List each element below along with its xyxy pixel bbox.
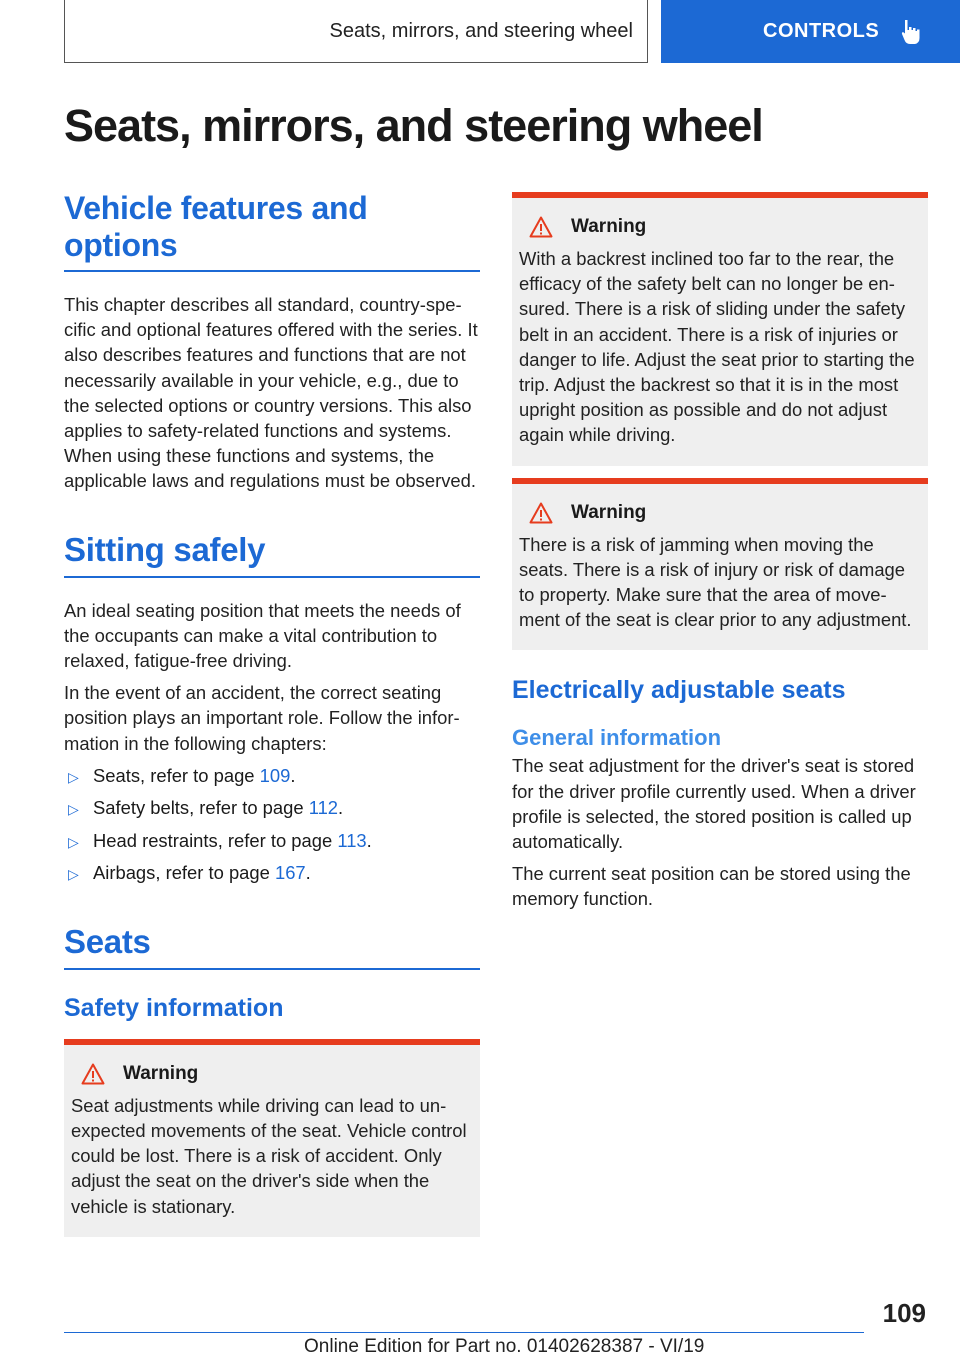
page-title: Seats, mirrors, and steering wheel <box>64 100 763 151</box>
list-item: ▷ Seats, refer to page 109. <box>64 763 480 788</box>
warning-box <box>512 478 928 651</box>
controls-tab[interactable] <box>661 0 960 63</box>
page-link[interactable]: 113 <box>337 829 367 851</box>
list-item: ▷ Safety belts, refer to page 112. <box>64 795 480 820</box>
bullet-triangle-icon: ▷ <box>68 768 79 785</box>
page-link[interactable]: 109 <box>259 764 291 786</box>
left-column <box>64 190 480 1249</box>
list-item: ▷ Airbags, refer to page 167. <box>64 860 480 885</box>
page-link[interactable]: 167 <box>274 862 306 884</box>
footer-divider <box>64 1332 864 1333</box>
heading-general-information: General information <box>512 725 722 751</box>
electric-seats-para1: The seat adjustment for the driver's seat is stored for the driver profile currently used. When a driver profile is selected, the stored position is called up automatically. <box>512 755 916 853</box>
warning-label: Warning <box>571 501 647 523</box>
page-link[interactable]: 112 <box>308 797 339 819</box>
warning-triangle-icon <box>529 502 553 524</box>
right-column <box>512 192 928 919</box>
heading-sitting-safely: Sitting safely <box>64 501 480 578</box>
electric-seats-para2: The current seat position can be stored using the memory function. <box>512 863 911 910</box>
chapter-title: Seats, mirrors, and steering wheel <box>329 19 633 42</box>
warning-header <box>519 216 920 238</box>
sitting-safely-para2: In the event of an accident, the correct seating position plays an important role. Follow the information in the following chapters: <box>64 682 460 754</box>
bullet-triangle-icon: ▷ <box>68 866 79 883</box>
warning-text: With a backrest inclined too far to the rear, the efficacy of the safety belt can no longer be ensured. There is a risk of sliding under the safety belt in an accident. There is a risk of injuries or danger to life. Adjust the seat prior to starting the trip. Adjust the backrest so that it is in the most upright position as possible and do not adjust again while driving. <box>519 248 915 446</box>
running-header <box>64 0 648 63</box>
vehicle-features-body: This chapter describes all standard, country-specific and optional features offered with the series. It also describes features and functions that are not necessarily available in your vehicle, e.g., due to the selected options or country versions. This also applies to safety-related functions and systems. When using these functions and systems, the applicable laws and regulations must be observed. <box>64 294 478 492</box>
heading-safety-information: Safety information <box>64 993 284 1022</box>
warning-label: Warning <box>123 1062 199 1084</box>
bullet-triangle-icon: ▷ <box>68 833 79 850</box>
warning-header <box>71 1063 472 1085</box>
list-item: ▷ Head restraints, refer to page 113. <box>64 828 480 853</box>
heading-vehicle-features: Vehicle features and options <box>64 190 480 272</box>
warning-label: Warning <box>571 216 647 237</box>
warning-text: There is a risk of jamming when moving the seats. There is a risk of injury or risk of damage to property. Make sure that the area of movement of the seat is clear prior to any adjustment. <box>519 533 912 631</box>
controls-tab-label: CONTROLS <box>763 20 880 42</box>
bullet-triangle-icon: ▷ <box>68 801 79 818</box>
heading-seats: Seats <box>64 893 480 970</box>
heading-electrically-adjustable-seats: Electrically adjustable seats <box>512 676 846 705</box>
chapter-reference-list <box>64 763 480 886</box>
warning-triangle-icon <box>81 1063 105 1085</box>
sitting-safely-para1: An ideal seating position that meets the needs of the occupants can make a vital contribution to relaxed, fatigue-free driving. <box>64 599 461 672</box>
warning-box <box>512 192 928 466</box>
warning-header <box>519 502 920 524</box>
page-number: 109 <box>882 1298 926 1328</box>
pointing-hand-icon <box>901 18 923 46</box>
edition-footer: Online Edition for Part no. 01402628387 - VI/19 <box>304 1336 705 1357</box>
warning-triangle-icon <box>529 216 553 238</box>
warning-text: Seat adjustments while driving can lead to unexpected movements of the seat. Vehicle control could be lost. There is a risk of accident. Only adjust the seat on the driver's side when the vehicle is stationary. <box>71 1094 467 1217</box>
warning-box <box>64 1039 480 1237</box>
